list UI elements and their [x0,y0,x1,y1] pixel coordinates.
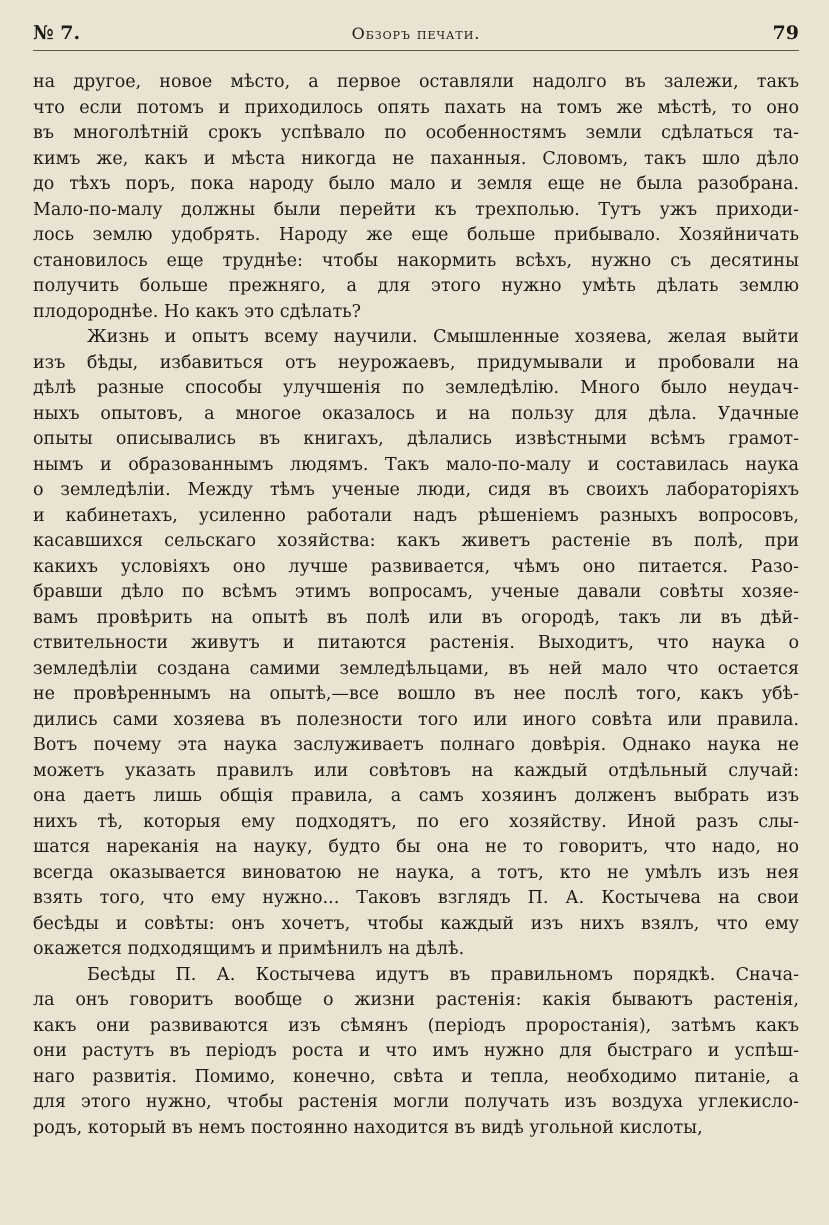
text-line: нымъ и образованнымъ людямъ. Такъ мало-по-малу и составилась наука [33,454,799,475]
text-line: плодороднѣе. Но какъ это сдѣлать? [33,301,362,322]
text-line: изъ бѣды, избавиться отъ неурожаевъ, придумывали и пробовали на [33,352,799,373]
text-line: лось землю удобрять. Народу же еще больше прибывало. Хозяйничать [33,225,799,245]
text-line: становилось еще труднѣе: чтобы накормить всѣхъ, нужно съ десятины [33,250,799,271]
text-line: о земледѣліи. Между тѣмъ ученые люди, сидя въ своихъ лабораторіяхъ [33,480,799,500]
text-line: и кабинетахъ, усиленно работали надъ рѣшеніемъ разныхъ вопросовъ, [33,505,799,526]
page-number: 79 [772,22,799,44]
header-rule [33,50,799,51]
text-line: касавшихся сельскаго хозяйства: какъ живетъ растеніе въ полѣ, при [33,531,799,551]
text-line: не провѣреннымъ на опытѣ,—все вошло въ нее послѣ того, какъ убѣ- [33,684,799,704]
text-line: на другое, новое мѣсто, а первое оставляли надолго въ залежи, такъ [33,72,799,92]
paragraph [33,963,799,1142]
text-line: получить больше прежняго, а для этого нужно умѣть дѣлать землю [33,276,799,296]
text-line: въ многолѣтній срокъ успѣвало по особенностямъ земли сдѣлаться та- [33,123,799,143]
text-line: наго развитія. Помимо, конечно, свѣта и тепла, необходимо питаніе, а [33,1066,799,1087]
text-line: ла онъ говоритъ вообще о жизни растенія: какія бываютъ растенія, [33,990,799,1010]
paragraph [33,70,799,325]
text-line: какихъ условіяхъ оно лучше развивается, чѣмъ оно питается. Разо- [33,556,799,577]
text-line: Жизнь и опытъ всему научили. Смышленные хозяева, желая выйти [87,327,799,347]
text-line: взять того, что ему нужно... Таковъ взглядъ П. А. Костычева на свои [33,888,799,908]
issue-number: № 7. [33,22,81,44]
text-line: нихъ тѣ, которыя ему подходятъ, по его хозяйству. Иной разъ слы- [33,811,799,832]
text-line: дились сами хозяева въ полезности того или иного совѣта или правила. [33,709,799,730]
text-line: ствительности живутъ и питаются растенія. Выходитъ, что наука о [33,633,799,653]
text-line: вамъ провѣрить на опытѣ въ полѣ или въ огородѣ, такъ ли въ дѣй- [33,607,799,628]
text-line: они растутъ въ періодъ роста и что имъ нужно для быстраго и успѣш- [33,1041,799,1061]
text-line: можетъ указать правилъ или совѣтовъ на каждый отдѣльный случай: [33,760,799,781]
text-line: для этого нужно, чтобы растенія могли получать изъ воздуха углекисло- [33,1092,799,1112]
text-line: дѣлѣ разные способы улучшенія по земледѣлію. Много было неудач- [33,378,799,398]
text-line: шатся нареканія на науку, будто бы она не то говоритъ, что надо, но [33,837,799,857]
text-line: опыты описывались въ книгахъ, дѣлались извѣстными всѣмъ грамот- [33,429,799,449]
text-line: окажется подходящимъ и примѣнилъ на дѣлѣ. [33,939,465,959]
text-line: всегда оказывается виноватою не наука, а тотъ, кто не умѣлъ изъ нея [33,862,799,883]
text-line: Вотъ почему эта наука заслуживаетъ полнаго довѣрія. Однако наука не [33,735,799,755]
text-line: что если потомъ и приходилось опять пахать на томъ же мѣстѣ, то оно [33,97,799,118]
text-line: кимъ же, какъ и мѣста никогда не паханныя. Словомъ, такъ шло дѣло [33,148,799,169]
text-line: бравши дѣло по всѣмъ этимъ вопросамъ, ученые давали совѣты хозяе- [33,582,799,602]
text-line: Мало-по-малу должны были перейти къ трехполью. Тутъ ужъ приходи- [33,199,799,220]
running-title: Обзоръ печати. [351,24,481,43]
page-header [33,22,799,48]
text-line: земледѣліи создана самими земледѣльцами, въ ней мало что остается [33,658,799,679]
text-line: Бесѣды П. А. Костычева идутъ въ правильномъ порядкѣ. Снача- [87,964,799,985]
text-line: ныхъ опытовъ, а многое оказалось и на пользу для дѣла. Удачные [33,403,799,424]
text-line: до тѣхъ поръ, пока народу было мало и земля еще не была разобрана. [33,174,799,194]
text-line: бесѣды и совѣты: онъ хочетъ, чтобы каждый изъ нихъ взялъ, что ему [33,913,799,934]
body-text [33,70,799,1141]
paragraph [33,325,799,963]
text-line: она даетъ лишь общія правила, а самъ хозяинъ долженъ выбрать изъ [33,786,799,806]
text-line: родъ, который въ немъ постоянно находится въ видѣ угольной кислоты, [33,1117,703,1138]
text-line: какъ они развиваются изъ сѣмянъ (періодъ проростанія), затѣмъ какъ [33,1015,799,1036]
